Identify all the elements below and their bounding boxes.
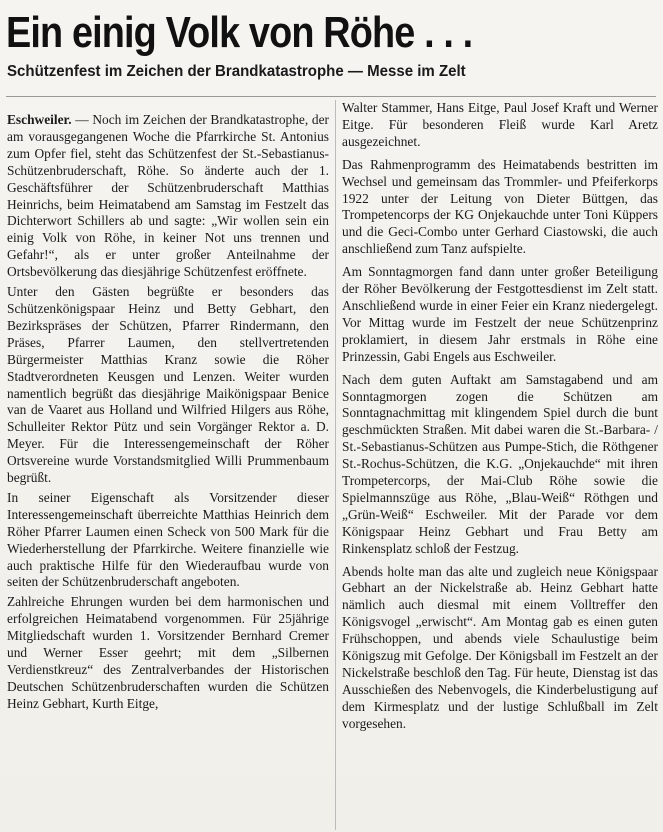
paragraph: Walter Stammer, Hans Eitge, Paul Josef Kraft und Werner Eitge. Für besonderen Fleiß wurde Karl Aretz ausgezeichnet.	[342, 100, 658, 149]
column-divider	[335, 100, 336, 830]
article-headline: Ein einig Volk von Röhe . . .	[6, 8, 473, 57]
dateline-place: Eschweiler.	[7, 112, 72, 127]
column-right	[342, 100, 658, 739]
paragraph: Zahlreiche Ehrungen wurden bei dem harmonischen und erfolgreichen Heimatabend vorgenommen. Für 25jährige Mitgliedschaft wurden 1. Vorsitzender Bernhard Cremer und Werner Esser geehrt; mit dem „Silbernen Verdienstkreuz“ des Zentralverbandes der Historischen Deutschen Schützenbruderschaften wurden die Schützen Heinz Gebhart, Kurth Eitge,	[7, 594, 329, 711]
paragraph: Abends holte man das alte und zugleich neue Königspaar Gebhart an der Nickelstraße ab. Heinz Gebhart hatte nämlich auch diesmal mit einem Volltreffer den Königsvogel „erwischt“. Am Montag gab es einen guten Frühschoppen, und abends viele Schaulustige beim Königszug mit Gefolge. Der Königsball im Festzelt an der Nickelstraße beschloß den Tag. Für heute, Dienstag ist das Ausschießen des Nebenvogels, die Kinderbelustigung auf dem Kirmesplatz und der lustige Schlußball im Zelt vorgesehen.	[342, 563, 658, 731]
article-subheadline: Schützenfest im Zeichen der Brandkatastrophe — Messe im Zelt	[7, 63, 466, 80]
paragraph	[7, 112, 329, 281]
paragraph-text: — Noch im Zeichen der Brandkatastrophe, der am vorausgegangenen Woche die Pfarrkirche St. Antonius zum Opfer fiel, steht das Schützenfest der St.-Sebastianus-Schützenbruderschaft, Röhe. So änderte auch der 1. Geschäftsführer der Schützenbruderschaft Matthias Heinrichs, beim Heimatabend am Samstag im Festzelt das Dichterwort Schillers ab und sagte: „Wir wollen sein ein einig Volk von Röhe, in keiner Not uns trennen und Gefahr!“, als er unter großer Anteilnahme der Ortsbevölkerung das diesjährige Schützenfest eröffnete.	[7, 112, 329, 280]
paragraph: Nach dem guten Auftakt am Samstagabend und am Sonntagmorgen zogen die Schützen am Sonntagnachmittag mit klingendem Spiel durch die bunt geschmückten Straßen. Mit dabei waren die St.-Barbara- / St.-Sebastianus-Schützen aus Pumpe-Stich, die Röthgener St.-Rochus-Schützen, die K.G. „Onjekauchde“ mit ihren Trompetercorps, der Mai-Club Röhe sowie die Spielmannszüge aus Röhe, „Blau-Weiß“ Röthgen und „Grün-Weiß“ Eschweiler. Mit der Parade vor dem Königspaar Heinz Gebhart und Frau Betty am Rinkensplatz schloß der Festzug.	[342, 371, 658, 556]
paragraph: Am Sonntagmorgen fand dann unter großer Beteiligung der Röher Bevölkerung der Festgottesdienst im Zelt statt. Anschließend wurde in einer Feier ein Kranz niedergelegt. Vor Mittag wurde im Festzelt der neue Schützenprinz proklamiert, in diesem Jahr erstmals in Röhe eine Prinzessin, Gabi Engels aus Eschweiler.	[342, 264, 658, 364]
column-left	[7, 112, 329, 716]
headline-rule	[6, 96, 656, 97]
paragraph: Das Rahmenprogramm des Heimatabends bestritten im Wechsel und gemeinsam das Trommler- und Pfeiferkorps 1922 unter der Leitung von Dieter Büttgen, das Trompetencorps der KG Onjekauchde unter Toni Küppers und die Geci-Combo unter Gerhard Ciastowski, die auch anschließend zum Tanz aufspielte.	[342, 156, 658, 257]
paragraph: In seiner Eigenschaft als Vorsitzender dieser Interessengemeinschaft überreichte Matthias Heinrich dem Röher Pfarrer Laumen einen Scheck von 500 Mark für die Wiederherstellung der Pfarrkirche. Weitere finanzielle wie auch praktische Hilfe für den Wiederaufbau wurde von seiten der Schützenbruderschaft angeboten.	[7, 489, 329, 590]
paragraph: Unter den Gästen begrüßte er besonders das Schützenkönigspaar Heinz und Betty Gebhart, den Bezirkspräses der Schützen, Pfarrer Rindermann, den Präses, Pfarrer Laumen, den stellvertretenden Bürgermeister Matthias Kranz sowie die Röher Stadtverordneten Keusgen und Lenzen. Weiter wurden namentlich begrüßt das diesjährige Maikönigspaar Benice van de Vaaret aus Holland und Wilfried Hilgers aus Röhe, Schulleiter Rektor Pütz und sein Vorgänger Rektor a. D. Meyer. Für die Interessengemeinschaft der Röher Ortsvereine wurde Vorstandsmitglied Willi Prummenbaum begrüßt.	[7, 284, 329, 486]
